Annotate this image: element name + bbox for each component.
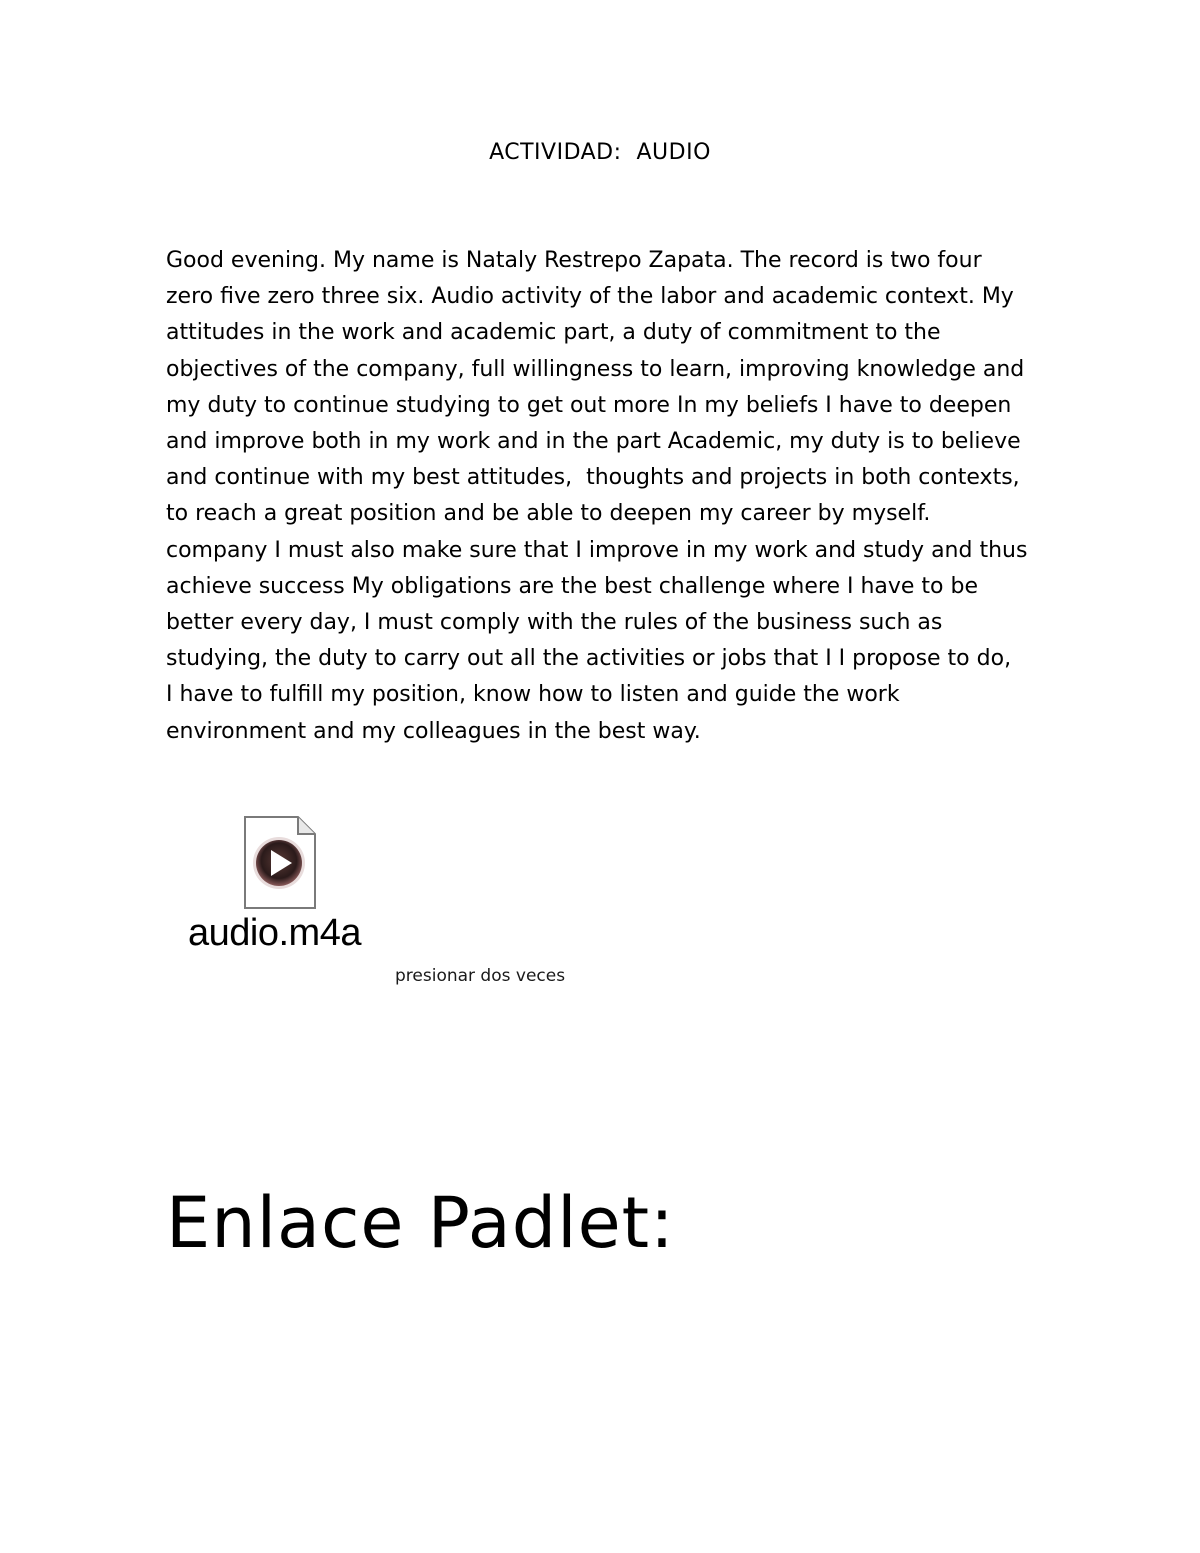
attachment-hint: presionar dos veces <box>395 966 566 986</box>
audio-file-play-icon[interactable] <box>242 815 318 911</box>
body-line: environment and my colleagues in the best way. <box>166 718 701 744</box>
body-line: achieve success My obligations are the best challenge where I have to be <box>166 573 979 599</box>
body-line: company I must also make sure that I improve in my work and study and thus <box>166 537 1028 563</box>
body-line: and improve both in my work and in the part Academic, my duty is to believe <box>166 429 1021 455</box>
document-title: ACTIVIDAD: AUDIO <box>489 140 711 165</box>
body-line: objectives of the company, full willingness to learn, improving knowledge and <box>166 356 1025 382</box>
body-line: better every day, I must comply with the rules of the business such as <box>166 610 943 636</box>
body-paragraph <box>166 243 1046 750</box>
body-line: attitudes in the work and academic part, a duty of commitment to the <box>166 320 941 346</box>
body-line: and continue with my best attitudes, thoughts and projects in both contexts, <box>166 465 1020 491</box>
body-line: studying, the duty to carry out all the activities or jobs that I I propose to do, <box>166 646 1012 672</box>
body-line: I have to fulfill my position, know how to listen and guide the work <box>166 682 900 708</box>
body-line: my duty to continue studying to get out more In my beliefs I have to deepen <box>166 392 1012 418</box>
attachment-filename[interactable]: audio.m4a <box>188 912 361 954</box>
padlet-link-heading: Enlace Padlet: <box>166 1182 675 1264</box>
body-line: Good evening. My name is Nataly Restrepo Zapata. The record is two four <box>166 248 982 273</box>
body-line: to reach a great position and be able to deepen my career by myself. <box>166 501 931 527</box>
body-line: zero five zero three six. Audio activity of the labor and academic context. My <box>166 284 1014 310</box>
